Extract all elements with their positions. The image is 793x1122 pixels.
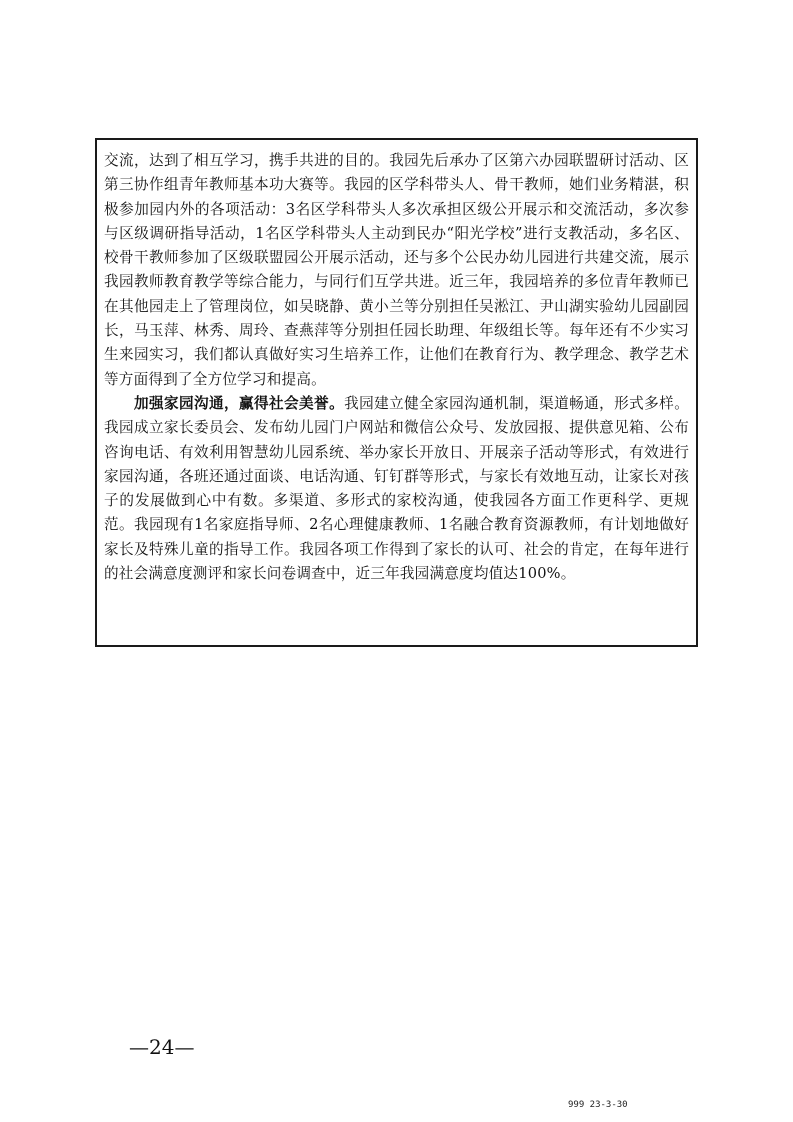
text-frame xyxy=(95,138,698,647)
print-stamp: 999 23-3-30 xyxy=(568,1100,628,1110)
paragraph-continued: 交流，达到了相互学习，携手共进的目的。我园先后承办了区第六办园联盟研讨活动、区第三协作组青年教师基本功大赛等。我园的区学科带头人、骨干教师，她们业务精湛，积极参加园内外的各项活动：3名区学科带头人多次承担区级公开展示和交流活动，多次参与区级调研指导活动，1名区学科带头人主动到民办“阳光学校”进行支教活动，多名区、校骨干教师参加了区级联盟园公开展示活动，还与多个公民办幼儿园进行共建交流，展示我园教师教育教学等综合能力，与同行们互学共进。近三年，我园培养的多位青年教师已在其他园走上了管理岗位，如吴晓静、黄小兰等分别担任吴淞江、尹山湖实验幼儿园副园长，马玉萍、林秀、周玲、查燕萍等分别担任园长助理、年级组长等。每年还有不少实习生来园实习，我们都认真做好实习生培养工作，让他们在教育行为、教学理念、教学艺术等方面得到了全方位学习和提高。 xyxy=(104,152,689,388)
paragraph-lead-heading: 加强家园沟通，赢得社会美誉。 xyxy=(134,394,345,412)
page-number: —24— xyxy=(129,1035,195,1059)
paragraph-home-school-communication xyxy=(104,392,689,586)
paragraph-body: 我园建立健全家园沟通机制，渠道畅通，形式多样。我园成立家长委员会、发布幼儿园门户网站和微信公众号、发放园报、提供意见箱、公布咨询电话、有效利用智慧幼儿园系统、举办家长开放日、开展亲子活动等形式，有效进行家园沟通，各班还通过面谈、电话沟通、钉钉群等形式，与家长有效地互动，让家长对孩子的发展做到心中有数。多渠道、多形式的家校沟通，使我园各方面工作更科学、更规范。我园现有1名家庭指导师、2名心理健康教师、1名融合教育资源教师，有计划地做好家长及特殊儿童的指导工作。我园各项工作得到了家长的认可、社会的肯定，在每年进行的社会满意度测评和家长问卷调查中，近三年我园满意度均值达100%。 xyxy=(104,394,689,583)
